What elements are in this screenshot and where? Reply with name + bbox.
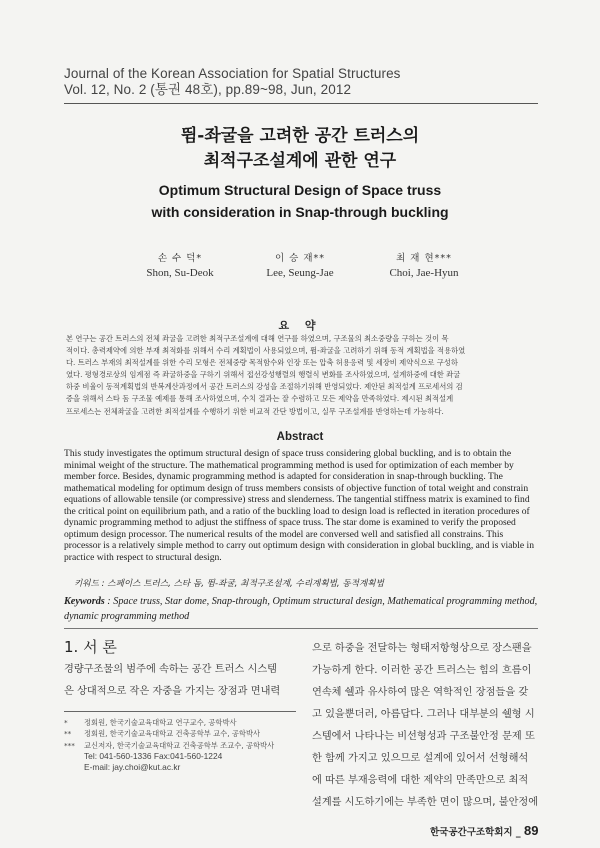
author-3-en: Choi, Jae-Hyun: [389, 267, 459, 279]
keywords-en-label: Keywords: [64, 596, 105, 607]
footer-journal: 한국공간구조학회지 _: [430, 827, 524, 838]
body-right-column: [312, 638, 538, 814]
abstract-en-line: mathematical modeling for optimum design of truss members consists of objective function of total weight and constrain: [64, 482, 529, 494]
body-line: 가능하게 한다. 이러한 공간 트러스는 힘의 흐름이: [312, 665, 532, 676]
title-ko-line1: 뜀-좌굴을 고려한 공간 트러스의: [180, 126, 420, 146]
body-line: 스템에서 나타나는 비선형성과 구조불안정 문제 또: [312, 731, 535, 742]
title-en-line1: Optimum Structural Design of Space truss: [158, 182, 442, 198]
footnote-item: [64, 740, 304, 751]
abstract-ko-line: 증을 위해서 스타 돔 구조물 예제를 통해 조사하였으며, 수치 결과는 잘 수렴하고 모든 제약을 만족하였다. 제시된 최적설계: [66, 394, 454, 404]
footnote-mark: ***: [64, 740, 75, 750]
abstract-ko-line: 적이다. 총력제약에 의한 부재 최적화를 위해서 수리 계획법이 사용되었으며, 뜀-좌굴을 고려하기 위해 동적 계획법을 적용하였: [66, 346, 466, 356]
abstract-ko-body: [66, 333, 536, 418]
author-3: [354, 252, 494, 280]
body-line: 경량구조물의 범주에 속하는 공간 트러스 시스템: [64, 664, 278, 675]
section-heading: 1. 서 론: [64, 638, 117, 656]
footnotes: [64, 717, 304, 773]
contact-email: E-mail: jay.choi@kut.ac.kr: [84, 762, 181, 773]
abstract-en-line: processor is a relatively simple method to carry out optimum design with consideration in global buckling, and is viable in: [64, 540, 535, 552]
abstract-en-line: optimum design processor. The numerical results of the model are conversed well and satisfied all constrains. This: [64, 528, 504, 540]
abstract-ko-heading: 요 약: [278, 319, 322, 332]
body-line: 한 함께 가지고 있으므로 설계에 있어서 선형해석: [312, 753, 529, 764]
footnote-item: [64, 728, 304, 739]
abstract-en-body: [64, 448, 536, 563]
abstract-ko-line: 하중 비율이 동적계획법의 반복계산과정에서 공간 트러스의 강성을 조절하기위해 반영되었다. 제안된 최적설계 프로세서의 검: [66, 382, 463, 392]
author-3-ko: 최 재 현***: [396, 253, 452, 264]
keywords-en: [64, 595, 539, 624]
contact-phone: Tel: 041-560-1336 Fax:041-560-1224: [84, 750, 223, 761]
abstract-en-line: equations of allowable tensile (or compressive) stress and slenderness. The tangential stiffness matrix is examined to find: [64, 494, 530, 506]
abstract-ko-line: 였다. 평형경로상의 임계점 즉 좌굴하중을 구하기 위해서 접선강성행렬의 행렬식 변화를 조사하였으며, 설계하중에 대한 좌굴: [66, 370, 461, 380]
header-rule: [64, 103, 538, 104]
author-1-en: Shon, Su-Deok: [146, 267, 214, 279]
footnote-text: 교신저자, 한국기술교육대학교 건축공학부 조교수, 공학박사: [84, 740, 275, 750]
journal-header: [64, 66, 401, 98]
keywords-ko: 키워드 : 스페이스 트러스, 스타 돔, 뜀-좌굴, 최적구조설계, 수리계획법, 동적계획법: [74, 579, 384, 589]
abstract-en-line: This study investigates the optimum structural design of space truss considering global buckling, and is to obtain the: [64, 448, 512, 459]
body-line: 연속체 쉘과 유사하여 많은 역학적인 장점들을 갖: [312, 687, 529, 698]
body-line: 고 있을뿐더러, 아름답다. 그러나 대부분의 쉘형 시: [312, 709, 535, 720]
abstract-ko-line: 다. 트러스 부재의 최적설계를 위한 수리 모형은 전체중량 목적함수와 인장 또는 압축 허용응력 및 세장비 제약식으로 구성하: [66, 358, 458, 368]
title-ko-line2: 최적구조설계에 관한 연구: [203, 151, 397, 171]
abstract-en-heading: Abstract: [276, 431, 324, 443]
body-line: 에 따른 부재응력에 대한 제약의 만족만으로 최적: [312, 775, 529, 786]
keywords-en-line1: : Space truss, Star dome, Snap-through, Optimum structural design, Mathematical programming method,: [104, 596, 538, 607]
body-left-column: [64, 659, 290, 703]
author-2-en: Lee, Seung-Jae: [266, 267, 334, 279]
keywords-rule: [64, 628, 538, 629]
abstract-en-line: member force. Besides, dynamic programming method is adapted for consideration in snap-through buckling. The: [64, 471, 503, 483]
journal-volume: Vol. 12, No. 2 (통권 48호), pp.89~98, Jun, 2012: [64, 82, 352, 97]
abstract-en-line: dynamic programming method to adjust the stiffness of space truss. The star dome is examined to verify the proposed: [64, 517, 516, 529]
footnote-text: 정회원, 한국기술교육대학교 건축공학부 교수, 공학박사: [84, 729, 261, 739]
abstract-en-line: minimal weight of the structure. The mathematical programming method is used for optimization of each member by: [64, 459, 514, 471]
body-line: 은 상대적으로 작은 자중을 가지는 장점과 면내력: [64, 686, 281, 697]
body-line: 설계를 시도하기에는 부족한 면이 많으며, 불안정에: [312, 797, 539, 808]
keywords-en-line2: dynamic programming method: [64, 610, 190, 622]
abstract-en-line: the critical point on equilibrium path, and a ratio of the buckling load to design load is reflected in iteration procedures of: [64, 505, 530, 517]
abstract-ko-line: 프로세스는 전체좌굴을 고려한 최적설계를 수행하기 위한 비교적 간단 방법이고, 실무 구조설계를 반영하는데 가능하다.: [66, 406, 444, 416]
abstract-ko-line: 본 연구는 공간 트러스의 전체 좌굴을 고려한 최적구조설계에 대해 연구를 하였으며, 구조물의 최소중량을 구하는 것이 목: [66, 334, 449, 343]
author-2-ko: 이 승 재**: [274, 253, 326, 264]
journal-name: Journal of the Korean Association for Spatial Structures: [64, 66, 401, 81]
footnote-item: [64, 717, 304, 728]
footnote-mark: *: [64, 718, 68, 727]
author-1-ko: 손 수 덕*: [157, 253, 203, 264]
footnote-text: 정회원, 한국기술교육대학교 연구교수, 공학박사: [84, 718, 237, 727]
title-en-line2: with consideration in Snap-through buckling: [151, 204, 449, 220]
author-2: [230, 252, 370, 280]
footnote-rule: [64, 711, 296, 712]
footnote-mark: **: [64, 729, 72, 739]
page-number: 89: [523, 823, 539, 838]
author-1: [110, 252, 250, 280]
page-footer: [430, 823, 538, 838]
body-line: 으로 하중을 전달하는 형태저항형상으로 장스팬을: [312, 643, 532, 654]
abstract-en-line: practice with respect to structural design.: [64, 551, 222, 563]
